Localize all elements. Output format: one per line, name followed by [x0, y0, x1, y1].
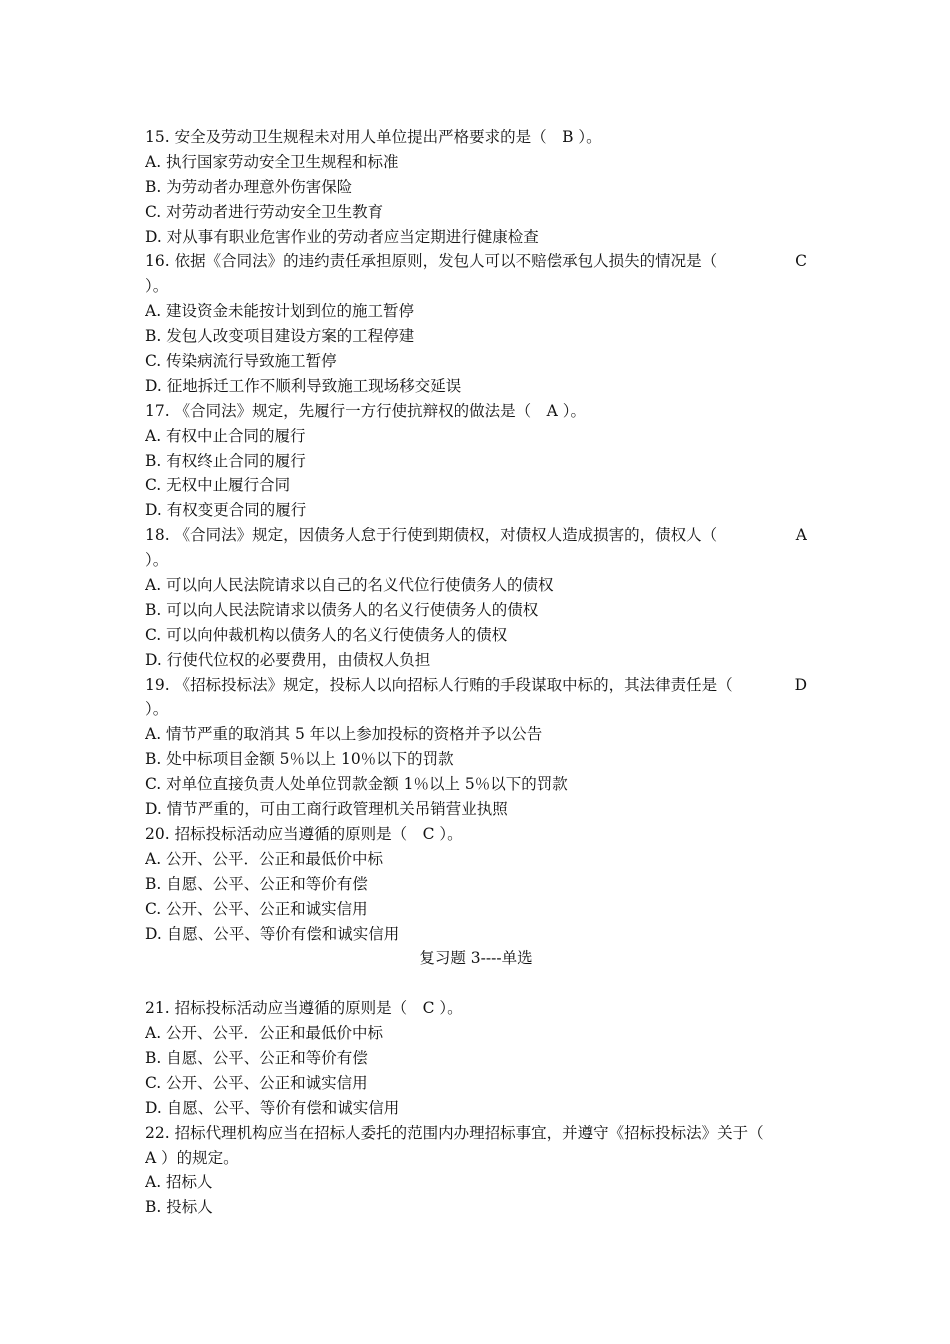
question-16-option-a: A. 建设资金未能按计划到位的施工暂停 [145, 302, 415, 321]
question-21-option-d: D. 自愿、公平、等价有偿和诚实信用 [145, 1098, 400, 1117]
question-18-option-d: D. 行使代位权的必要费用，由债权人负担 [145, 650, 431, 669]
question-19-option-a: A. 情节严重的取消其 5 年以上参加投标的资格并予以公告 [145, 725, 543, 744]
question-18-stem-line1 [145, 523, 807, 548]
question-19-answer: D [794, 675, 807, 694]
question-22-option-a: A. 招标人 [145, 1173, 213, 1192]
question-16-stem-text: 16. 依据《合同法》的违约责任承担原则，发包人可以不赔偿承包人损失的情况是（ [145, 252, 718, 271]
section-title: 复习题 3----单选 [419, 949, 533, 968]
question-15-option-d: D. 对从事有职业危害作业的劳动者应当定期进行健康检查 [145, 227, 539, 246]
question-20-option-b: B. 自愿、公平、公正和等价有偿 [145, 874, 368, 893]
question-19-stem-line2: ）。 [145, 700, 169, 719]
question-19-stem-line1 [145, 673, 807, 698]
question-18-option-c: C. 可以向仲裁机构以债务人的名义行使债务人的债权 [145, 625, 508, 644]
question-17-option-d: D. 有权变更合同的履行 [145, 501, 307, 520]
question-17-option-c: C. 无权中止履行合同 [145, 476, 291, 495]
question-16-answer: C [795, 252, 807, 271]
blank-line [145, 971, 807, 996]
question-17-option-a: A. 有权中止合同的履行 [145, 426, 306, 445]
question-18-stem-text: 18. 《合同法》规定，因债务人怠于行使到期债权，对债权人造成损害的，债权人（ [145, 526, 718, 545]
question-18-stem-line2: ）。 [145, 551, 169, 570]
question-19-option-d: D. 情节严重的，可由工商行政管理机关吊销营业执照 [145, 800, 508, 819]
question-21-option-a: A. 公开、公平．公正和最低价中标 [145, 1024, 384, 1043]
question-18-option-b: B. 可以向人民法院请求以债务人的名义行使债务人的债权 [145, 600, 539, 619]
question-17-stem: 17. 《合同法》规定，先履行一方行使抗辩权的做法是（ A ）。 [145, 401, 586, 420]
question-16-stem-line2: ）。 [145, 277, 169, 296]
question-15-option-a: A. 执行国家劳动安全卫生规程和标准 [145, 152, 399, 171]
question-21-option-c: C. 公开、公平、公正和诚实信用 [145, 1073, 368, 1092]
question-17-option-b: B. 有权终止合同的履行 [145, 451, 306, 470]
question-22-option-b: B. 投标人 [145, 1198, 213, 1217]
question-22-stem-line1: 22. 招标代理机构应当在招标人委托的范围内办理招标事宜，并遵守《招标投标法》关于（ [145, 1123, 764, 1142]
question-18-option-a: A. 可以向人民法院请求以自己的名义代位行使债务人的债权 [145, 576, 554, 595]
question-21-stem: 21. 招标投标活动应当遵循的原则是（ C ）。 [145, 999, 463, 1018]
question-16-option-d: D. 征地拆迁工作不顺利导致施工现场移交延误 [145, 376, 462, 395]
question-15-option-b: B. 为劳动者办理意外伤害保险 [145, 177, 353, 196]
question-20-stem: 20. 招标投标活动应当遵循的原则是（ C ）。 [145, 824, 463, 843]
question-20-option-a: A. 公开、公平．公正和最低价中标 [145, 849, 384, 868]
question-16-stem-line1 [145, 249, 807, 274]
question-22-stem-line2: A ）的规定。 [145, 1148, 239, 1167]
question-16-option-c: C. 传染病流行导致施工暂停 [145, 352, 337, 371]
question-15-stem: 15. 安全及劳动卫生规程未对用人单位提出严格要求的是（ B ）。 [145, 128, 602, 146]
question-21-option-b: B. 自愿、公平、公正和等价有偿 [145, 1048, 368, 1067]
question-19-option-c: C. 对单位直接负责人处单位罚款金额 1％以上 5％以下的罚款 [145, 775, 568, 794]
question-19-stem-text: 19. 《招标投标法》规定，投标人以向招标人行贿的手段谋取中标的，其法律责任是（ [145, 675, 733, 694]
question-20-option-d: D. 自愿、公平、等价有偿和诚实信用 [145, 924, 400, 943]
question-18-answer: A [795, 526, 807, 545]
question-19-option-b: B. 处中标项目金额 5％以上 10％以下的罚款 [145, 750, 454, 769]
document-body [145, 125, 807, 1220]
question-20-option-c: C. 公开、公平、公正和诚实信用 [145, 899, 368, 918]
question-16-option-b: B. 发包人改变项目建设方案的工程停建 [145, 327, 415, 346]
question-15-option-c: C. 对劳动者进行劳动安全卫生教育 [145, 202, 384, 221]
